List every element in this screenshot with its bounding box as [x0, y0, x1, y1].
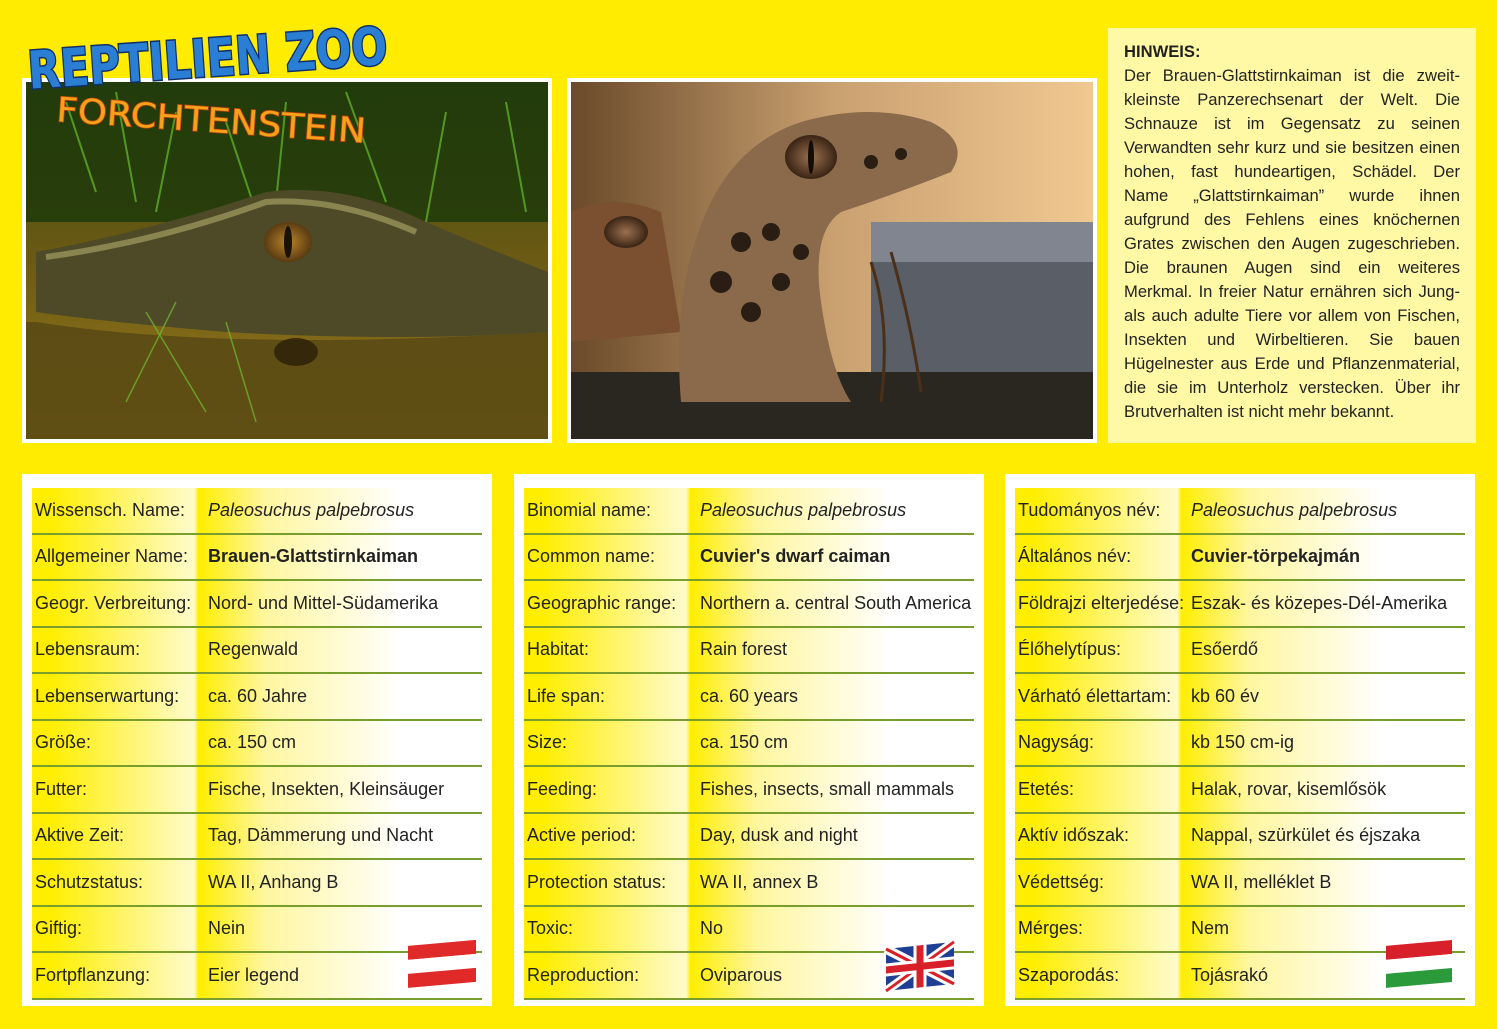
table-row — [524, 488, 974, 535]
row-value: Fishes, insects, small mammals — [700, 778, 955, 799]
row-label: Általános név: — [1018, 546, 1132, 567]
table-row — [32, 814, 482, 861]
table-row — [1015, 767, 1465, 814]
row-value: Regenwald — [208, 639, 299, 660]
row-label: Common name: — [527, 546, 656, 567]
info-card-german — [22, 474, 492, 1006]
row-value: ca. 60 years — [700, 685, 799, 706]
logo-title: REPTILIEN ZOO — [26, 10, 474, 102]
row-label: Lebenserwartung: — [35, 685, 180, 706]
table-row — [524, 767, 974, 814]
row-label: Védettség: — [1018, 871, 1105, 892]
row-value: Paleosuchus palpebrosus — [208, 499, 415, 520]
row-label: Futter: — [35, 778, 88, 799]
table-row — [32, 488, 482, 535]
austria-flag-icon — [406, 938, 480, 992]
hinweis-note — [1108, 28, 1476, 443]
row-label: Fortpflanzung: — [35, 964, 151, 985]
table-row — [1015, 535, 1465, 582]
row-label: Tudományos név: — [1018, 499, 1161, 520]
row-label: Lebensraum: — [35, 639, 141, 660]
table-row — [1015, 860, 1465, 907]
table-row — [1015, 628, 1465, 675]
table-row — [32, 674, 482, 721]
row-value: Halak, rovar, kisemlősök — [1191, 778, 1387, 799]
table-row — [524, 535, 974, 582]
row-label: Szaporodás: — [1018, 964, 1120, 985]
row-label: Protection status: — [527, 871, 667, 892]
row-value: Cuvier-törpekajmán — [1191, 546, 1361, 567]
row-label: Giftig: — [35, 918, 83, 939]
hungary-flag-icon — [1384, 938, 1456, 992]
row-label: Aktív időszak: — [1018, 825, 1130, 846]
row-value: ca. 150 cm — [700, 732, 789, 753]
row-value: Tag, Dämmerung und Nacht — [208, 825, 434, 846]
row-value: Rain forest — [700, 639, 788, 660]
row-label: Földrajzi elterjedése: — [1018, 592, 1185, 613]
table-row — [524, 581, 974, 628]
row-label: Toxic: — [527, 918, 574, 939]
table-row — [32, 721, 482, 768]
reptilien-zoo-logo — [22, 10, 474, 150]
row-label: Active period: — [527, 825, 637, 846]
table-row — [1015, 488, 1465, 535]
row-value: Fische, Insekten, Kleinsäuger — [208, 778, 445, 799]
row-label: Schutzstatus: — [35, 871, 144, 892]
row-value: Nein — [208, 918, 246, 939]
row-value: kb 60 év — [1191, 685, 1260, 706]
table-row — [1015, 674, 1465, 721]
row-label: Binomial name: — [527, 499, 652, 520]
row-value: ca. 150 cm — [208, 732, 297, 753]
logo-subtitle: FORCHTENSTEIN — [55, 90, 342, 150]
row-label: Mérges: — [1018, 918, 1084, 939]
row-value: Nem — [1191, 918, 1230, 939]
row-label: Reproduction: — [527, 964, 640, 985]
table-row — [524, 860, 974, 907]
row-label: Geogr. Verbreitung: — [35, 592, 192, 613]
row-label: Geographic range: — [527, 592, 677, 613]
table-row — [524, 721, 974, 768]
note-text: Der Brauen-Glattstirnkaiman ist die zweit-kleinste Panzerechsenart der Welt. Die Schnauze ist im Gegensatz zu seinen Verwandten sehr kurz und sie besitzen einen hohen, fast hundeartigen, Schädel. Der Name „Glattstirnkaiman” wurde ihnen aufgrund des Fehlens eines knöchernen Grates zwischen den Augen zugeschrieben. Die braunen Augen sind ein weiteres Merkmal. In freier Natur ernähren sich Jung-als auch adulte Tiere vor allem von Fischen, Insekten und Wirbeltieren. Sie bauen Hügelnester aus Erde und Pflanzenmaterial, die sie im Unterholz verstecken. Über ihr Brutverhalten ist nicht mehr bekannt. — [1124, 66, 1460, 421]
row-label: Größe: — [35, 732, 92, 753]
table-row — [524, 814, 974, 861]
row-value: Oviparous — [700, 964, 783, 985]
row-value: Tojásrakó — [1191, 964, 1269, 985]
table-row — [32, 767, 482, 814]
row-value: kb 150 cm-ig — [1191, 732, 1295, 753]
row-value: Paleosuchus palpebrosus — [1191, 499, 1398, 520]
row-label: Size: — [527, 732, 568, 753]
row-value: Paleosuchus palpebrosus — [700, 499, 907, 520]
row-label: Várható élettartam: — [1018, 685, 1172, 706]
row-value: Nord- und Mittel-Südamerika — [208, 592, 439, 613]
info-card-english — [514, 474, 984, 1006]
row-label: Etetés: — [1018, 778, 1075, 799]
row-value: Esőerdő — [1191, 639, 1259, 660]
table-row — [1015, 721, 1465, 768]
table-row — [32, 628, 482, 675]
row-label: Life span: — [527, 685, 606, 706]
row-value: Eszak- és közepes-Dél-Amerika — [1191, 592, 1448, 613]
row-value: WA II, melléklet B — [1191, 871, 1332, 892]
table-row — [1015, 814, 1465, 861]
row-value: WA II, annex B — [700, 871, 819, 892]
row-value: Northern a. central South America — [700, 592, 972, 613]
note-heading: HINWEIS: — [1124, 42, 1201, 61]
row-label: Aktive Zeit: — [35, 825, 125, 846]
row-value: WA II, Anhang B — [208, 871, 339, 892]
row-value: Brauen-Glattstirnkaiman — [208, 546, 419, 567]
row-label: Élőhelytípus: — [1018, 639, 1122, 660]
info-card-hungarian — [1005, 474, 1475, 1006]
row-value: Eier legend — [208, 964, 300, 985]
row-value: No — [700, 918, 724, 939]
table-row — [524, 628, 974, 675]
row-value: Day, dusk and night — [700, 825, 858, 846]
table-row — [32, 860, 482, 907]
row-label: Feeding: — [527, 778, 598, 799]
table-row — [524, 674, 974, 721]
row-label: Wissensch. Name: — [35, 499, 186, 520]
row-value: Cuvier's dwarf caiman — [700, 546, 891, 567]
table-row — [32, 581, 482, 628]
table-row — [32, 535, 482, 582]
table-row — [1015, 581, 1465, 628]
row-value: ca. 60 Jahre — [208, 685, 308, 706]
row-label: Allgemeiner Name: — [35, 546, 189, 567]
row-value: Nappal, szürkület és éjszaka — [1191, 825, 1421, 846]
row-label: Habitat: — [527, 639, 590, 660]
uk-flag-icon — [886, 939, 956, 991]
row-label: Nagyság: — [1018, 732, 1095, 753]
juvenile-caiman-photo — [567, 78, 1097, 443]
